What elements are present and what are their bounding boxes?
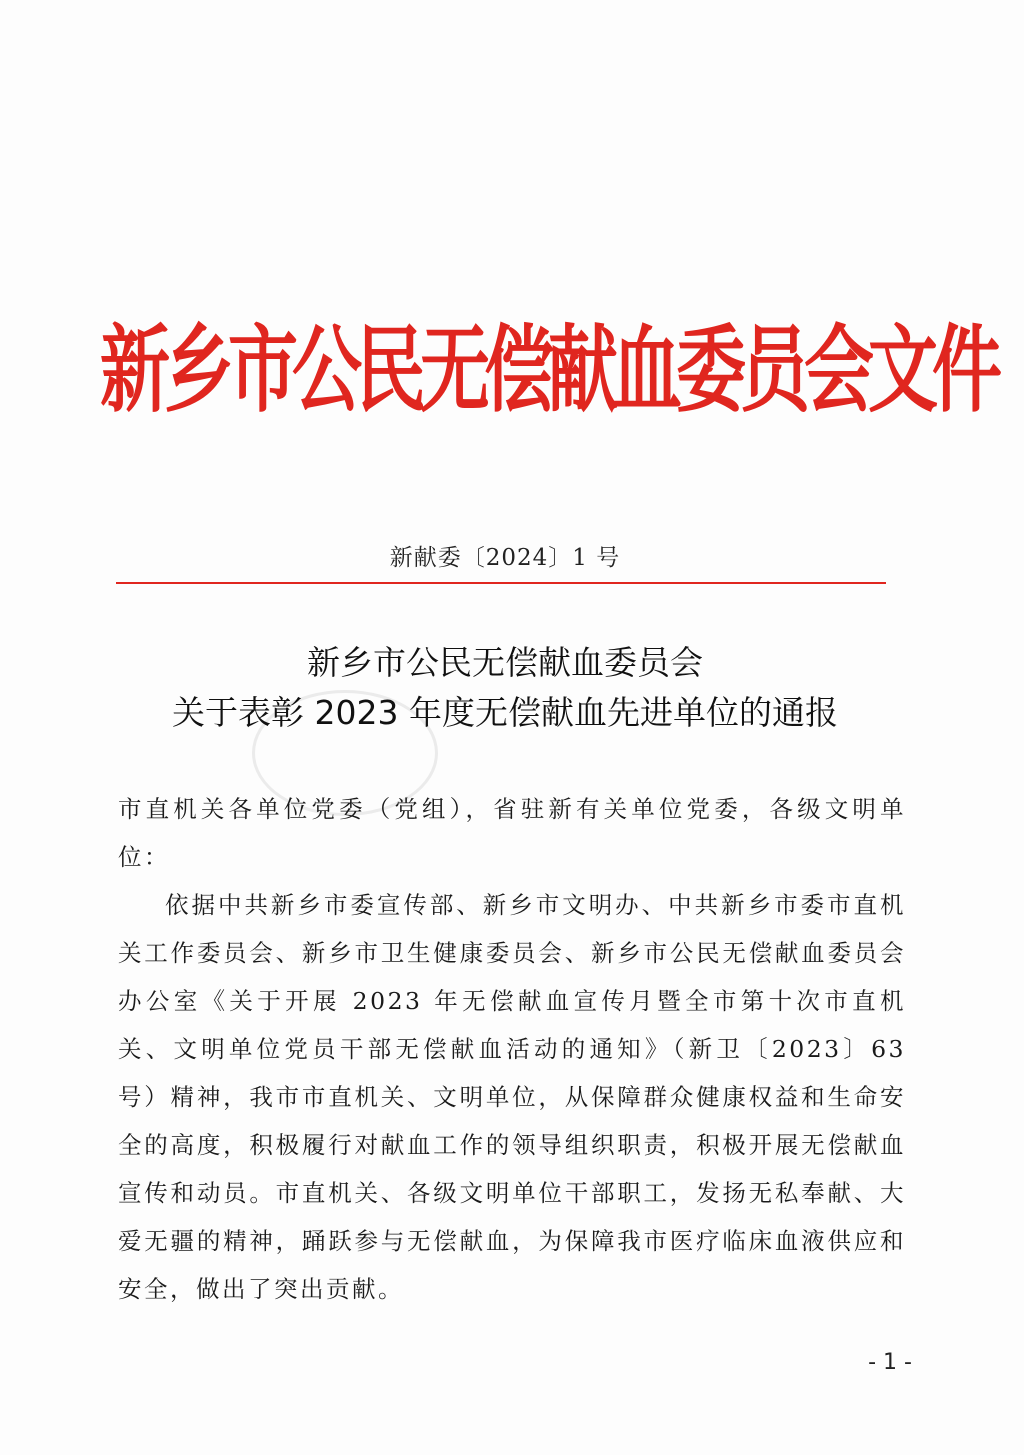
document-title-line-2: 关于表彰 2023 年度无偿献血先进单位的通报 (172, 693, 838, 732)
red-divider-line (116, 582, 886, 584)
document-title-line-1: 新乡市公民无偿献血委员会 (307, 643, 703, 682)
salutation: 市直机关各单位党委（党组），省驻新有关单位党委，各级文明单位： (118, 795, 906, 871)
document-number: 新献委〔2024〕1 号 (389, 545, 621, 571)
body-paragraph: 依据中共新乡市委宣传部、新乡市文明办、中共新乡市委市直机关工作委员会、新乡市卫生健康委员会、新乡市公民无偿献血委员会办公室《关于开展 2023 年无偿献血宣传月暨全市第十次市直机关、文明单位党员干部无偿献血活动的通知》（新卫〔2023〕63 号）精神，我市市直机关、文明单位，从保障群众健康权益和生命安全的高度，积极履行对献血工作的领导组织职责，积极开展无偿献血宣传和动员。市直机关、各级文明单位干部职工，发扬无私奉献、大爱无疆的精神，踊跃参与无偿献血，为保障我市医疗临床血液供应和安全，做出了突出贡献。 (118, 891, 906, 1303)
document-masthead: 新乡市公民无偿献血委员会文件 (100, 314, 996, 426)
page-number: - 1 - (868, 1350, 912, 1375)
